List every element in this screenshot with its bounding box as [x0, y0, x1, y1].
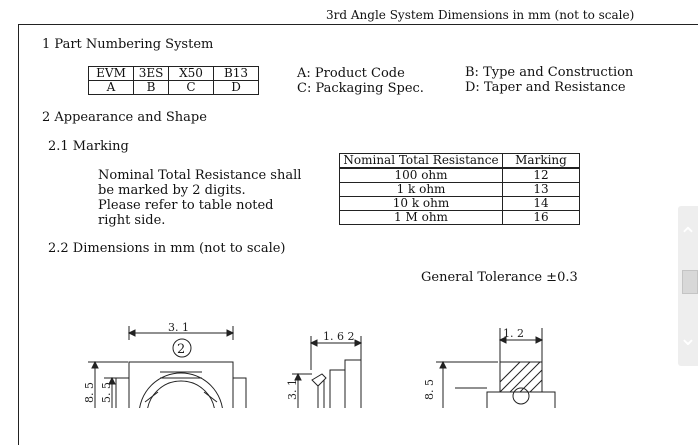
scroll-down-button[interactable]: [678, 318, 698, 358]
part-code-d: B13: [214, 67, 259, 81]
marking-heading: 2.1 Marking: [48, 139, 129, 154]
dim-label-left-inner: 5. 5: [100, 382, 113, 403]
front-view-terminal-left: [116, 378, 129, 408]
marking-line: right side.: [98, 213, 166, 228]
dimensions-heading: 2.2 Dimensions in mm (not to scale): [48, 241, 286, 256]
marking-table: [339, 153, 580, 225]
part-letter-a: A: [89, 81, 134, 95]
page-thumbnail-button[interactable]: [682, 270, 698, 294]
side-view-body: [345, 360, 361, 408]
part-letter-b: B: [134, 81, 169, 95]
page-header-title: 3rd Angle System Dimensions in mm (not to scale): [326, 8, 635, 22]
marking-cell: 13: [503, 183, 580, 197]
side-view-base: [330, 370, 345, 408]
table-row: [340, 168, 580, 183]
marking-cell: 16: [503, 211, 580, 225]
marking-description: [98, 168, 301, 228]
front-view-body: [129, 362, 233, 408]
dim-label-side-height: 3. 1: [286, 379, 299, 400]
legend-a: A: Product Code: [297, 66, 405, 81]
right-view-body: [487, 392, 555, 408]
marking-line: be marked by 2 digits.: [98, 183, 246, 198]
legend-d: D: Taper and Resistance: [465, 80, 626, 95]
dim-label-left-outer: 8. 5: [83, 382, 96, 403]
resistance-cell: 1 k ohm: [340, 183, 503, 197]
part-code-c: X50: [169, 67, 214, 81]
dimension-drawing: [0, 300, 698, 408]
table-row: [340, 211, 580, 225]
marking-number: 2: [177, 342, 186, 357]
chevron-down-icon: ⌄: [678, 325, 698, 351]
resistance-cell: 10 k ohm: [340, 197, 503, 211]
dim-label-side-width: 1. 6 2: [323, 330, 355, 343]
dim-label-top-width: 3. 1: [168, 321, 189, 334]
rotor-arc-mark: [145, 392, 158, 402]
section-1-heading: 1 Part Numbering System: [42, 37, 214, 52]
part-code-b: 3ES: [134, 67, 169, 81]
resistance-cell: 1 M ohm: [340, 211, 503, 225]
general-tolerance: General Tolerance ±0.3: [421, 270, 578, 285]
legend-c: C: Packaging Spec.: [297, 81, 424, 96]
marking-cell: 14: [503, 197, 580, 211]
resistance-cell: 100 ohm: [340, 168, 503, 183]
dim-label-right-width: 1. 2: [503, 327, 524, 340]
marking-line: Please refer to table noted: [98, 198, 274, 213]
part-letter-d: D: [214, 81, 259, 95]
rotor-arc-mark: [204, 392, 217, 402]
part-number-table: [88, 66, 259, 95]
marking-cell: 12: [503, 168, 580, 183]
viewer-side-panel: [678, 206, 698, 366]
part-code-a: EVM: [89, 67, 134, 81]
rotor-inner-circle: [147, 381, 215, 408]
dim-label-right-height: 8. 5: [423, 379, 436, 400]
marking-line: Nominal Total Resistance shall: [98, 168, 302, 183]
table-row: [340, 197, 580, 211]
front-view-terminal-right: [233, 378, 246, 408]
dim-arrows: [440, 362, 446, 368]
scroll-up-button[interactable]: [678, 216, 698, 256]
marking-table-header-marking: Marking: [503, 154, 580, 169]
table-row: [340, 183, 580, 197]
part-letter-c: C: [169, 81, 214, 95]
section-2-heading: 2 Appearance and Shape: [42, 110, 207, 125]
chevron-up-icon: ⌃: [678, 223, 698, 249]
legend-b: B: Type and Construction: [465, 65, 634, 80]
marking-table-header-resistance: Nominal Total Resistance: [340, 154, 503, 169]
